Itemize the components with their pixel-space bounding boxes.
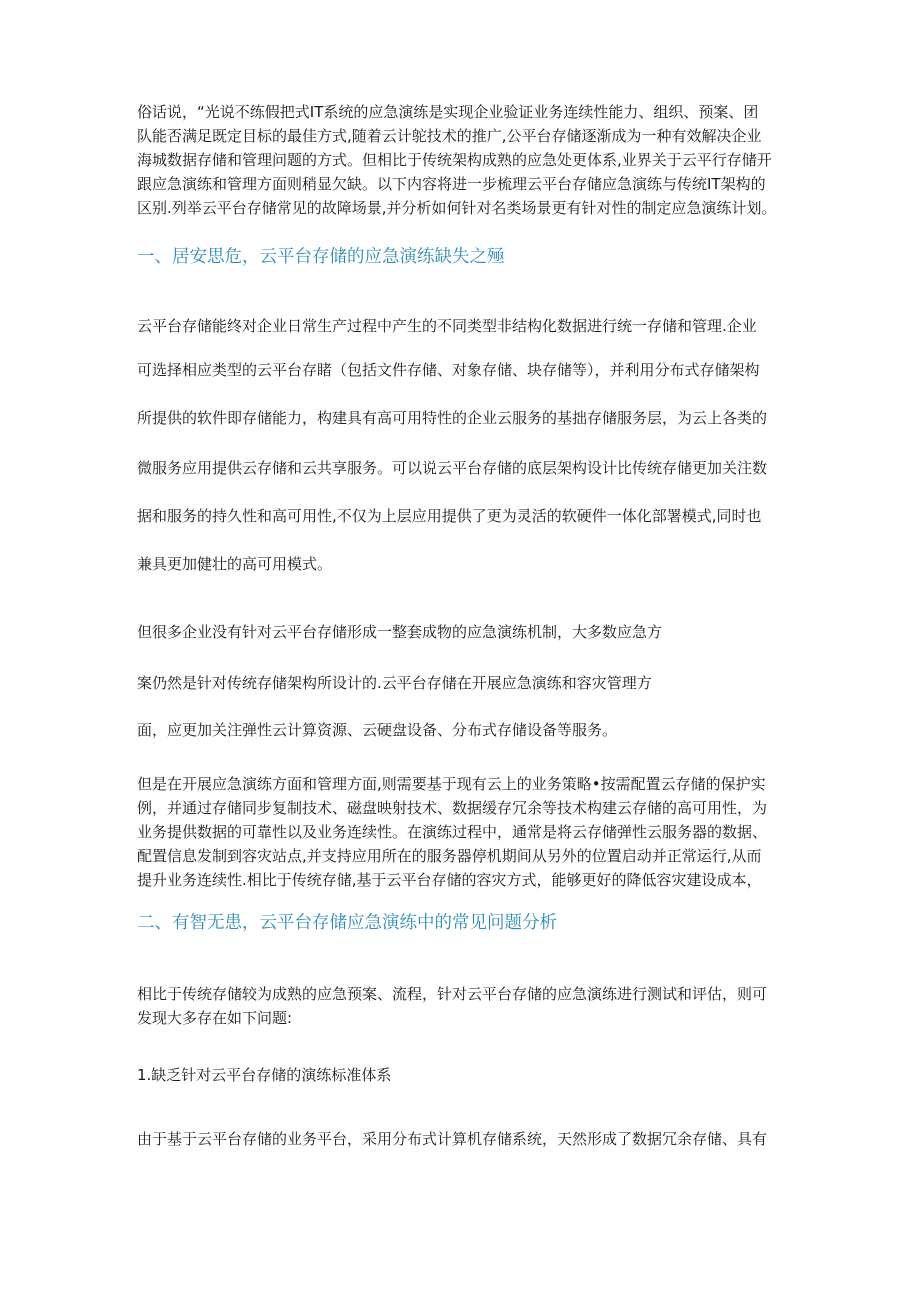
paragraph-3-line: 配置信息发制到容灾站点,并支持应用所在的服务器停机期间从另外的位置启动并正常运行,从而: [137, 847, 762, 865]
paragraph-3-line: 例，并通过存储同步复制技术、磁盘映射技术、数据缓存冗余等技术构建云存储的高可用性，为: [137, 799, 768, 817]
intro-line: 跟应急演练和管理方面则稍显欠缺。以下内容将进一步梳理云平台存储应急演练与传统IT架构的: [137, 175, 766, 193]
paragraph-2-line: 但很多企业没有针对云平台存储形成一整套成物的应急演练机制，大多数应急方: [137, 623, 663, 641]
paragraph-2-line: 面，应更加关注弹性云计算资源、云硬盘设备、分布式存储设备等服务。: [137, 721, 618, 739]
paragraph-3-line: 业务提供数据的可靠性以及业务连续性。在演练过程中，通常是将云存储弹性云服务器的数据、: [137, 823, 768, 841]
paragraph-4-line: 发现大多存在如下问题:: [137, 1009, 293, 1027]
paragraph-3: [137, 772, 787, 892]
section-2-heading: 二、有智无患，云平台存储应急演练中的常见问题分析: [137, 913, 557, 933]
paragraph-1-line: 微服务应用提供云存储和云共享服务。可以说云平台存储的底层架构设计比传统存储更加关注数: [137, 459, 768, 477]
paragraph-5: 由于基于云平台存储的业务平台，采用分布式计算机存储系统，天然形成了数据冗余存储、具有: [137, 1130, 768, 1148]
intro-line: 队能否满足既定目标的最佳方式,随着云计鸵技术的推广,公平台存储逐渐成为一种有效解决企业: [137, 127, 762, 145]
paragraph-1-line: 可选择相应类型的云平台存睹（包括文件存储、对象存储、块存储等），并利用分布式存储架构: [137, 361, 760, 379]
section-1-heading: 一、居安思危，云平台存储的应急演练缺失之殛: [137, 247, 505, 267]
intro-line: 海城数据存储和管理问题的方式。但相比于传统架构成熟的应急处更体系,业界关于云平行存储开: [137, 151, 772, 169]
paragraph-1-line: 云平台存储能终对企业日常生产过程中产生的不同类型非结构化数据进行统一存储和管理.企业: [137, 317, 757, 335]
list-item-1: 1.缺乏针对云平台存储的演练标准体系: [137, 1066, 392, 1084]
paragraph-4-line: 相比于传统存储较为成熟的应急预案、流程，针对云平台存储的应急演练进行测试和评估，则可: [137, 985, 768, 1003]
intro-line: 俗话说，“光说不练假把式IT系统的应急演练是实现企业验证业务连续性能力、组织、预案、团: [137, 103, 759, 121]
paragraph-1-line: 兼具更加健壮的高可用模式。: [137, 555, 333, 573]
paragraph-3-line: 提升业务连续性.相比于传统存储,基于云平台存储的容灾方式，能够更好的降低容灾建设成本，: [137, 871, 762, 889]
paragraph-1-line: 据和服务的持久性和高可用性,不仅为上层应用提供了更为灵活的软硬件一体化部署模式,同时也: [137, 507, 762, 525]
paragraph-4: [137, 982, 787, 1030]
paragraph-1-line: 所提供的软件即存储能力，构建具有高可用特性的企业云服务的基拙存储服务层，为云上各类的: [137, 409, 768, 427]
intro-line: 区别.列举云平台存储常见的故障场景,并分析如何针对名类场景更有针对性的制定应急演练计划。: [137, 199, 777, 217]
paragraph-3-line: 但是在开展应急演练方面和管理方面,则需要基于现有云上的业务策略•按需配置云存储的保护实: [137, 775, 766, 793]
paragraph-2-line: 案仍然是针对传统存储架构所设计的.云平台存储在开展应急演练和容灾管理方: [137, 674, 652, 692]
intro-paragraph: [137, 100, 787, 220]
